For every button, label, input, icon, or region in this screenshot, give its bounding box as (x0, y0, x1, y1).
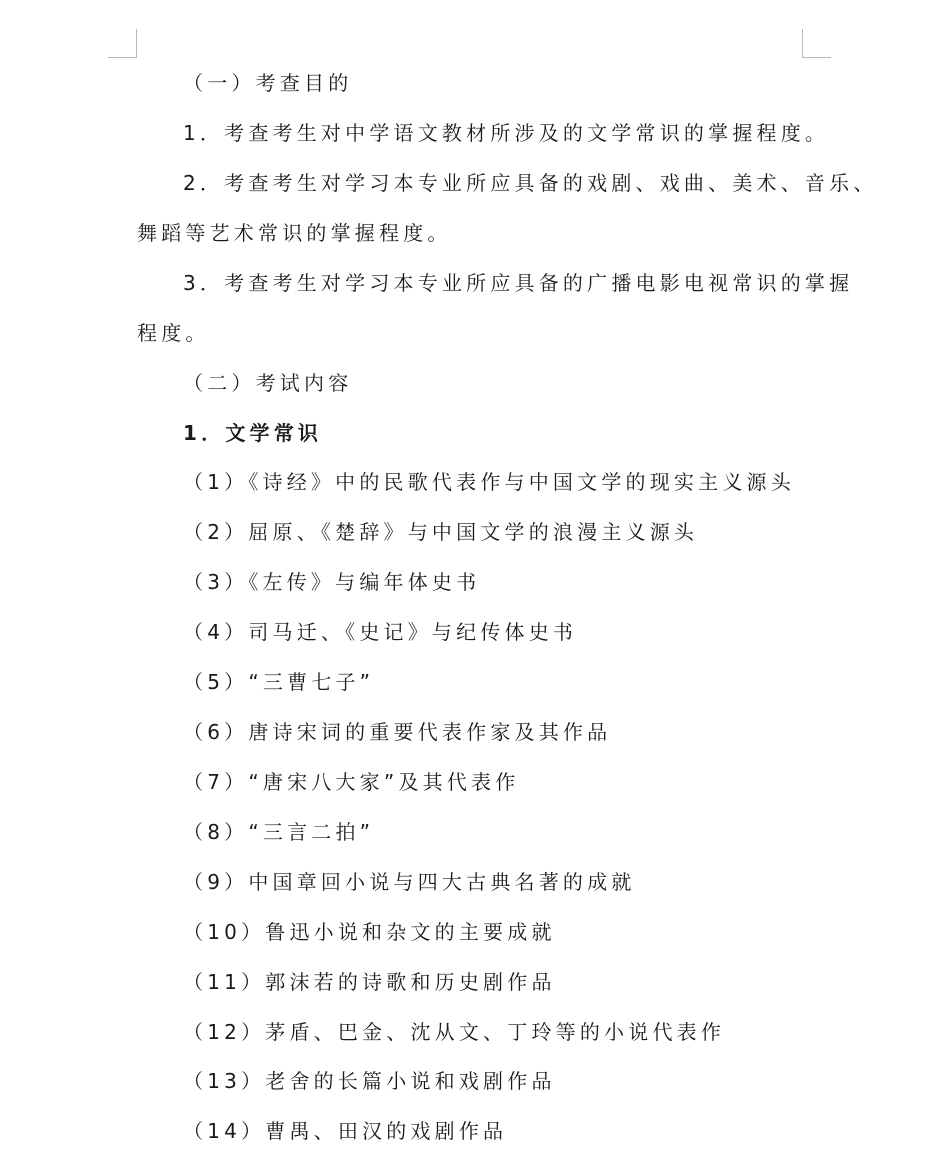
list-item: （14）曹禺、田汉的戏剧作品 (183, 1119, 508, 1143)
purpose-item-3-line-2: 程度。 (137, 321, 210, 345)
list-item: （11）郭沫若的诗歌和历史剧作品 (183, 970, 556, 994)
list-item: （13）老舍的长篇小说和戏剧作品 (183, 1069, 556, 1093)
list-item: （9）中国章回小说与四大古典名著的成就 (183, 870, 636, 894)
section-heading-exam-purpose: （一）考查目的 (183, 71, 353, 95)
section-heading-exam-content: （二）考试内容 (183, 371, 353, 395)
subsection-heading-literary-knowledge: 1．文学常识 (183, 421, 323, 445)
purpose-item-2-line-2: 舞蹈等艺术常识的掌握程度。 (137, 221, 452, 245)
list-item: （2）屈原、《楚辞》与中国文学的浪漫主义源头 (183, 520, 699, 544)
list-item: （3）《左传》与编年体史书 (183, 570, 481, 594)
list-item: （5）“三曹七子” (183, 670, 375, 694)
purpose-item-3-line-1: 3．考查考生对学习本专业所应具备的广播电影电视常识的掌握 (183, 271, 854, 295)
list-item: （6）唐诗宋词的重要代表作家及其作品 (183, 720, 612, 744)
list-item: （7）“唐宋八大家”及其代表作 (183, 770, 520, 794)
list-item: （10）鲁迅小说和杂文的主要成就 (183, 920, 556, 944)
list-item: （12）茅盾、巴金、沈从文、丁玲等的小说代表作 (183, 1020, 726, 1044)
purpose-item-2-line-1: 2．考查考生对学习本专业所应具备的戏剧、戏曲、美术、音乐、 (183, 171, 878, 195)
list-item: （4）司马迁、《史记》与纪传体史书 (183, 620, 578, 644)
list-item: （1）《诗经》中的民歌代表作与中国文学的现实主义源头 (183, 470, 795, 494)
purpose-item-1: 1．考查考生对中学语文教材所涉及的文学常识的掌握程度。 (183, 121, 830, 145)
list-item: （8）“三言二拍” (183, 820, 375, 844)
